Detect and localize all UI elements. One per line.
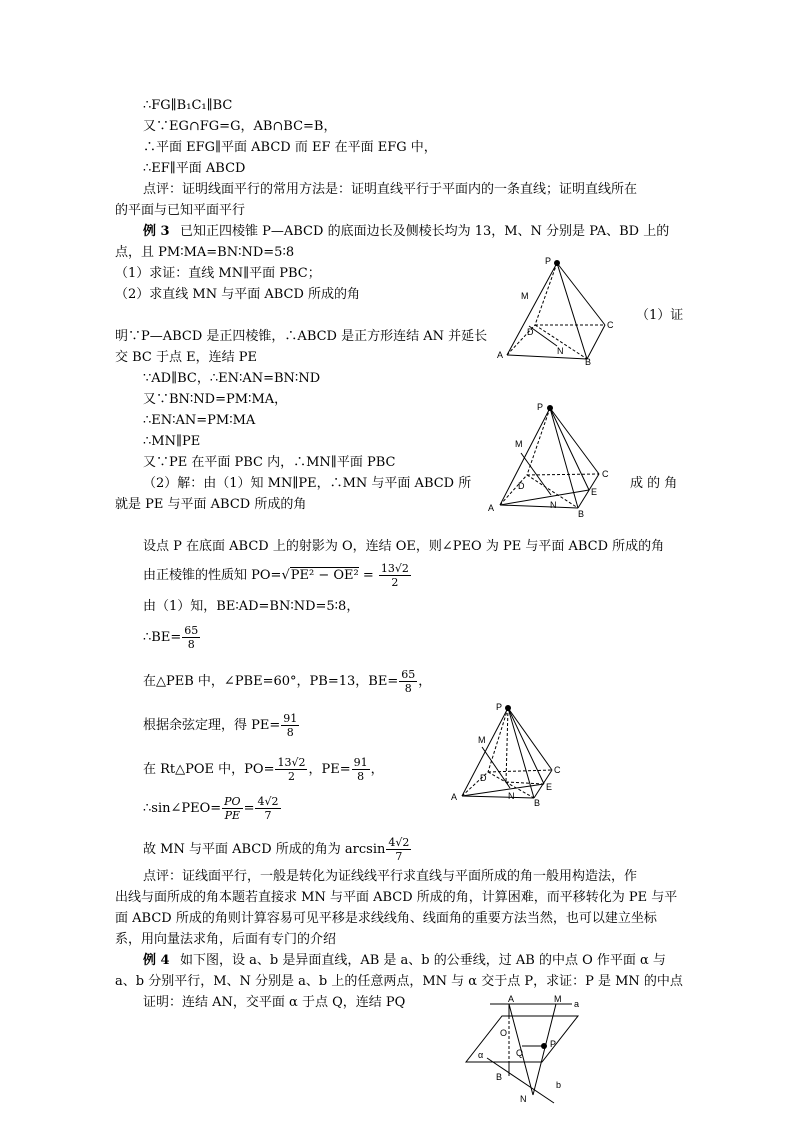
be-numerator-2: 65 (401, 668, 416, 681)
pyramid-figure-3 (448, 700, 573, 810)
be-fraction-2 (399, 668, 417, 695)
cosine-law (143, 712, 300, 739)
po-fraction (379, 562, 411, 589)
label-p: P (545, 256, 552, 266)
label-c: C (607, 320, 614, 330)
comment-2a: 点评：证线面平行，一般是转化为证线线平行求直线与平面所成的角一般用构造法，作 (143, 869, 638, 884)
pe-denominator: 8 (286, 726, 294, 739)
proof-example-4: 证明：连结 AN，交平面 α 于点 Q，连结 PQ (143, 995, 406, 1010)
proof-1-b: 交 BC 于点 E，连结 PE (115, 350, 257, 365)
label-n-2: N (550, 500, 557, 510)
label-a-2: A (488, 503, 495, 513)
label-o-4: O (500, 1028, 508, 1038)
example-4-text-a: 如下图，设 a、b 是异面直线，AB 是 a、b 的公垂线，过 AB 的中点 O 作平面 α 与 (180, 953, 666, 968)
arcsin-denominator: 7 (395, 850, 403, 863)
label-m-2: M (515, 439, 523, 449)
pe-numerator-2: 91 (353, 756, 368, 769)
po-over-pe (222, 795, 242, 822)
example-4-label: 例 4 (143, 953, 170, 968)
label-e-3: E (546, 782, 553, 792)
sin-text: ∴sin∠PEO= (143, 801, 222, 816)
label-n-3: N (508, 791, 515, 801)
label-m-3: M (478, 735, 486, 745)
solution-2-b: 就是 PE 与平面 ABCD 所成的角 (115, 497, 307, 512)
comment-2b: 出线与面所成的角本题若直接求 MN 与平面 ABCD 所成的角，计算困难，而平移转化为 PE 与平 (115, 890, 678, 905)
label-p-4: P (550, 1039, 557, 1049)
be-fraction (182, 624, 200, 651)
proof-5: ∴MN∥PE (143, 434, 201, 449)
line-plane-parallel: ∴平面 EFG∥平面 ABCD 而 EF 在平面 EFG 中， (143, 140, 437, 155)
question-2: （2）求直线 MN 与平面 ABCD 所成的角 (115, 287, 361, 302)
line-fg-parallel: ∴FG∥B₁C₁∥BC (143, 98, 233, 113)
label-a-4: A (508, 994, 515, 1004)
pe-fraction-2 (352, 756, 370, 783)
label-b-3: B (534, 798, 541, 808)
be-text: ∴BE= (143, 630, 182, 645)
label-n: N (557, 346, 564, 356)
be-numerator: 65 (184, 624, 199, 637)
po-numerator-2: 13√2 (277, 756, 306, 769)
label-c-2: C (602, 469, 609, 479)
label-alpha: α (478, 1050, 484, 1060)
pe-denominator-2: 8 (357, 770, 365, 783)
example-3-text-b: 点，且 PM∶MA=BN∶ND=5∶8 (115, 245, 295, 260)
example-3-label: 例 3 (143, 224, 170, 239)
sqrt-symbol: √ (281, 568, 290, 583)
label-b: B (585, 357, 592, 367)
po-denominator-2: 2 (287, 770, 295, 783)
proof-1-right: （1）证 (636, 308, 684, 323)
label-p-3: P (496, 702, 503, 712)
skew-lines-figure (462, 992, 592, 1104)
proof-4: ∴EN∶AN=PM∶MA (143, 413, 256, 428)
be-ratio: 由（1）知，BE∶AD=BN∶ND=5∶8， (143, 599, 360, 614)
equals-sign-2: = (243, 801, 255, 816)
right-triangle-poe (143, 756, 384, 783)
proof-6: 又∵PE 在平面 PBC 内，∴MN∥平面 PBC (143, 455, 396, 470)
line-ef-parallel: ∴EF∥平面 ABCD (143, 161, 246, 176)
comment-1b: 的平面与已知平面平行 (115, 203, 246, 218)
po-symbol: PO (224, 795, 241, 808)
comma: ， (418, 674, 432, 689)
triangle-peb-text: 在△PEB 中，∠PBE=60°，PB=13，BE= (143, 674, 399, 689)
label-line-b: b (556, 1080, 562, 1090)
rt-poe-text: 在 Rt△POE 中，PO= (143, 762, 275, 777)
arcsin-fraction (386, 836, 411, 863)
po-numerator: 13√2 (380, 562, 409, 575)
label-e-2: E (591, 487, 598, 497)
label-a: A (497, 350, 504, 360)
comment-2c: 面 ABCD 所成的角则计算容易可见平移是求线线角、线面角的重要方法当然，也可以建立坐标 (115, 911, 657, 926)
pe-symbol: PE (224, 809, 241, 822)
proof-3: 又∵BN∶ND=PM∶MA， (143, 392, 288, 407)
label-n-4: N (520, 1094, 527, 1104)
equals-sign: = (362, 568, 374, 583)
final-angle-text: 故 MN 与平面 ABCD 所成的角为 arcsin (143, 842, 386, 857)
label-d-2: D (518, 481, 525, 491)
label-c-3: C (554, 765, 561, 775)
pyramid-figure-1 (495, 255, 620, 365)
proof-1-a: 明∵P—ABCD 是正四棱锥，∴ABCD 是正方形连结 AN 并延长 (115, 329, 488, 344)
label-line-a: a (574, 999, 580, 1009)
po-fraction-2 (275, 756, 307, 783)
projection-line: 设点 P 在底面 ABCD 上的射影为 O，连结 OE，则∠PEO 为 PE 与平面 ABCD 所成的角 (143, 539, 665, 554)
pe-fraction (281, 712, 299, 739)
be-denominator-2: 8 (404, 682, 412, 695)
sin-fraction (255, 795, 280, 822)
pe-label: ，PE= (308, 762, 351, 777)
label-d: D (527, 327, 534, 337)
label-b-2: B (578, 509, 585, 519)
label-d-3: D (480, 773, 487, 783)
label-p-2: P (537, 402, 544, 412)
be-value (143, 624, 201, 651)
arcsin-numerator: 4√2 (388, 836, 410, 849)
proof-2: ∵AD∥BC，∴EN∶AN=BN∶ND (143, 371, 321, 386)
line-intersections: 又∵EG∩FG=G，AB∩BC=B， (143, 119, 337, 134)
solution-2-a: （2）解：由（1）知 MN∥PE，∴MN 与平面 ABCD 所 (143, 476, 472, 491)
question-1: （1）求证：直线 MN∥平面 PBC； (115, 266, 321, 281)
label-q-4: Q (516, 1048, 524, 1058)
po-formula (143, 562, 412, 589)
label-a-3: A (451, 792, 458, 802)
cosine-law-text: 根据余弦定理，得 PE= (143, 718, 281, 733)
po-formula-text: 由正棱锥的性质知 PO= (143, 568, 282, 583)
example-4-text-b: a、b 分别平行，M、N 分别是 a、b 上的任意两点，MN 与 α 交于点 P，求证：P 是 MN 的中点 (115, 974, 683, 989)
triangle-peb (143, 668, 431, 695)
comment-1a: 点评：证明线面平行的常用方法是：证明直线平行于平面内的一条直线；证明直线所在 (143, 182, 638, 197)
pyramid-figure-2 (485, 400, 615, 520)
sin-peo (143, 795, 282, 822)
be-denominator: 8 (187, 638, 195, 651)
example-3-text-a: 已知正四棱锥 P—ABCD 的底面边长及侧棱长均为 13，M、N 分别是 PA、BD 上的 (180, 224, 670, 239)
po-radicand: PE² − OE² (290, 568, 359, 583)
pe-numerator: 91 (283, 712, 298, 725)
solution-2-right: 成 的 角 (630, 476, 678, 491)
label-m-4: M (554, 994, 562, 1004)
final-angle (143, 836, 412, 863)
label-b-4: B (496, 1072, 503, 1082)
sin-numerator: 4√2 (257, 795, 279, 808)
comment-2d: 系，用向量法求角，后面有专门的介绍 (115, 932, 337, 947)
po-denominator: 2 (391, 576, 399, 589)
sin-denominator: 7 (264, 809, 272, 822)
comma-2: ， (370, 762, 384, 777)
label-m: M (521, 291, 529, 301)
